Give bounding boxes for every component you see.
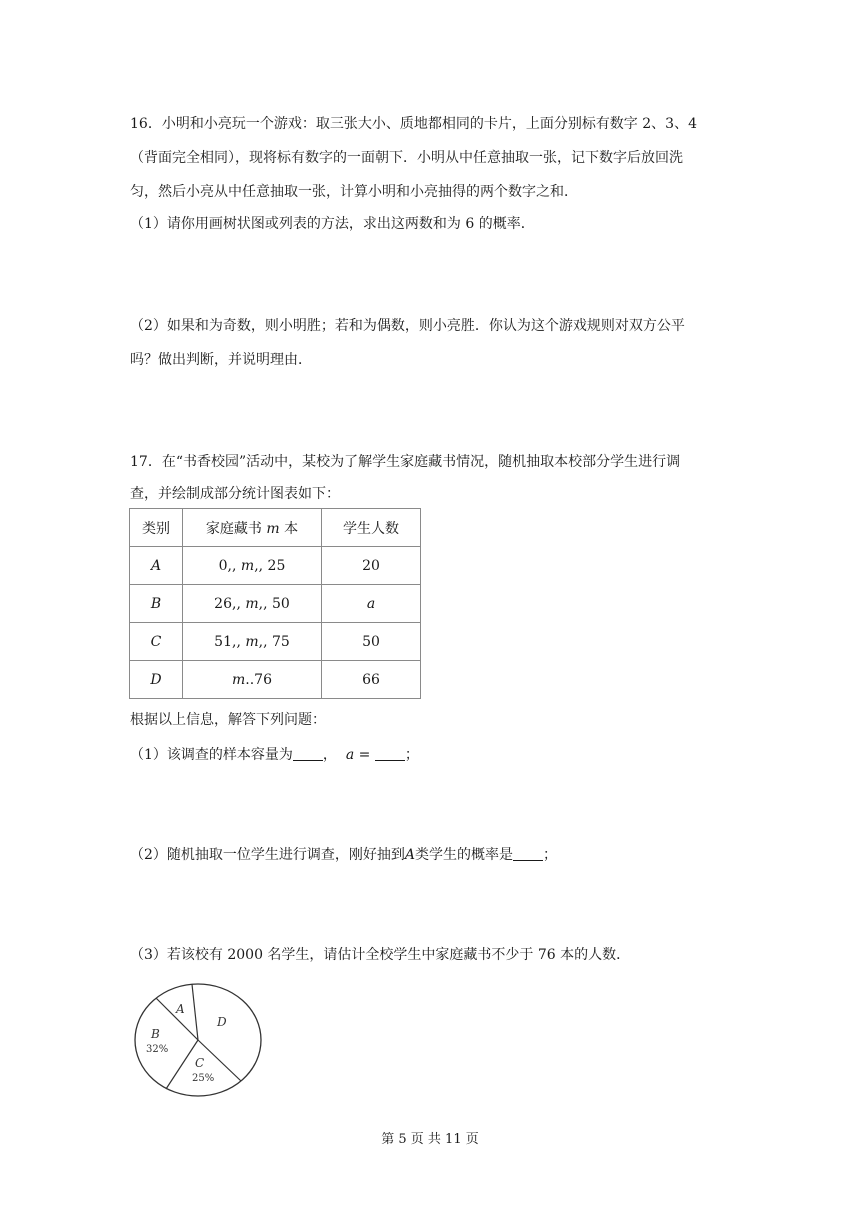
- q17-part1: [130, 745, 419, 765]
- q17-line2: 查，并绘制成部分统计图表如下：: [130, 486, 340, 502]
- row-count: 66: [322, 661, 421, 699]
- q16-part2-line1: （2）如果和为奇数，则小明胜；若和为偶数，则小亮胜．你认为这个游戏规则对双方公平: [130, 318, 685, 334]
- q17-part1-eq: =: [354, 747, 375, 763]
- answer-blank: [375, 746, 405, 761]
- pie-label-c-pct: 25%: [192, 1073, 215, 1084]
- row-range: [183, 661, 322, 699]
- pie-label-b-pct: 32%: [146, 1044, 169, 1055]
- table-row: [130, 547, 421, 585]
- range-relation: ..: [245, 671, 255, 688]
- q16-part2-line2: 吗？做出判断，并说明理由．: [130, 352, 312, 368]
- row-count: 20: [322, 547, 421, 585]
- header-books: [183, 509, 322, 547]
- q16-line3: 匀，然后小亮从中任意抽取一张，计算小明和小亮抽得的两个数字之和．: [130, 184, 578, 200]
- range-right: 75: [272, 633, 290, 650]
- range-bound: 76: [254, 671, 272, 688]
- q17-part1-var: a: [345, 747, 355, 763]
- row-range: 0,, m,, 25: [183, 547, 322, 585]
- row-range: 26,, m,, 50: [183, 585, 322, 623]
- q16-line2: （背面完全相同），现将标有数字的一面朝下．小明从中任意抽取一张，记下数字后放回洗: [130, 150, 683, 166]
- range-left: 0: [218, 557, 228, 574]
- header-books-unit: 本: [284, 520, 299, 537]
- header-category: 类别: [130, 509, 183, 547]
- page-footer: 第 5 页 共 11 页: [381, 1132, 479, 1147]
- row-category: D: [130, 661, 183, 699]
- book-stats-table: [129, 508, 421, 699]
- q17-part3: （3）若该校有 2000 名学生，请估计全校学生中家庭藏书不少于 76 本的人数．: [130, 947, 631, 963]
- range-var: m: [245, 633, 259, 650]
- q17-part2: [130, 845, 557, 865]
- table-header-row: [130, 509, 421, 547]
- q17-part1-text: （1）该调查的样本容量为: [130, 747, 293, 763]
- row-category: A: [130, 547, 183, 585]
- table-row: [130, 661, 421, 699]
- table-row: [130, 623, 421, 661]
- pie-chart: [132, 982, 266, 1102]
- row-category: B: [130, 585, 183, 623]
- q17-part2-end: ；: [543, 847, 558, 863]
- range-var: m: [240, 557, 255, 574]
- q16-line1: 16．小明和小亮玩一个游戏：取三张大小、质地都相同的卡片，上面分别标有数字 2、3、4: [130, 116, 697, 132]
- table-row: [130, 585, 421, 623]
- q17-part2-text: （2）随机抽取一位学生进行调查，刚好抽到: [130, 847, 405, 863]
- header-books-var: m: [266, 520, 280, 537]
- q17-part1-end: ；: [404, 747, 419, 763]
- q17-line1: 17．在“书香校园”活动中，某校为了解学生家庭藏书情况，随机抽取本校部分学生进行调: [130, 454, 681, 470]
- q17-part2-text2: 类学生的概率是: [415, 847, 514, 863]
- header-books-text: 家庭藏书: [205, 520, 262, 537]
- answer-blank: [293, 746, 323, 761]
- pie-label-d: D: [217, 1015, 227, 1029]
- q17-part1-comma: ，: [322, 747, 337, 763]
- q17-part2-var: A: [404, 847, 416, 863]
- q16-part1: （1）请你用画树状图或列表的方法，求出这两数和为 6 的概率．: [130, 216, 535, 232]
- row-category: C: [130, 623, 183, 661]
- answer-blank: [513, 846, 543, 861]
- pie-label-c: C: [195, 1056, 205, 1070]
- range-var: m: [231, 671, 246, 688]
- range-right: 50: [272, 595, 290, 612]
- row-count: 50: [322, 623, 421, 661]
- pie-label-b: B: [151, 1027, 160, 1041]
- row-count: a: [322, 585, 421, 623]
- pie-label-a: A: [176, 1002, 185, 1016]
- range-var: m: [245, 595, 259, 612]
- q17-intro: 根据以上信息，解答下列问题：: [130, 712, 326, 728]
- range-left: 26: [214, 595, 232, 612]
- header-students: 学生人数: [322, 509, 421, 547]
- row-range: 51,, m,, 75: [183, 623, 322, 661]
- range-right: 25: [267, 557, 286, 574]
- range-left: 51: [214, 633, 232, 650]
